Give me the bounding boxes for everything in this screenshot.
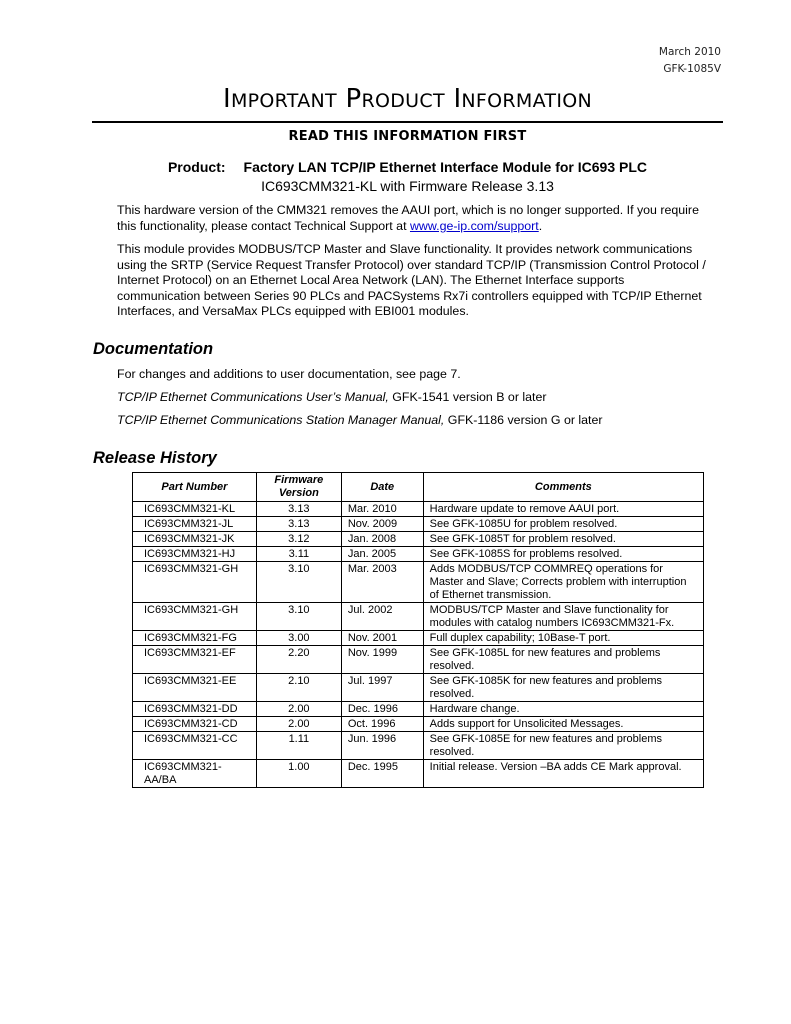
part-number-cell: IC693CMM321-CC: [133, 732, 257, 760]
comments-cell: Adds support for Unsolicited Messages.: [423, 717, 703, 732]
part-number-cell: IC693CMM321-GH: [133, 562, 257, 603]
document-header: [659, 44, 721, 78]
table-row: [133, 717, 704, 732]
table-row: [133, 547, 704, 562]
date-cell: Jul. 1997: [341, 674, 423, 702]
date-cell: Mar. 2010: [341, 502, 423, 517]
part-number-cell: IC693CMM321-JL: [133, 517, 257, 532]
part-number-cell: IC693CMM321-EF: [133, 646, 257, 674]
release-history-heading: Release History: [93, 449, 217, 467]
column-header: Part Number: [133, 473, 257, 502]
comments-cell: See GFK-1085E for new features and problems resolved.: [423, 732, 703, 760]
table-row: [133, 532, 704, 547]
date-cell: Nov. 2009: [341, 517, 423, 532]
date-cell: Mar. 2003: [341, 562, 423, 603]
date-cell: Jan. 2005: [341, 547, 423, 562]
column-header-label: Firmware Version: [274, 474, 324, 499]
table-row: [133, 674, 704, 702]
table-row: [133, 631, 704, 646]
part-number-cell: IC693CMM321-GH: [133, 603, 257, 631]
firmware-version-cell: 2.00: [256, 717, 341, 732]
date-cell: Jan. 2008: [341, 532, 423, 547]
product-info: [92, 158, 723, 196]
release-history-table: [132, 472, 704, 788]
firmware-version-cell: 2.20: [256, 646, 341, 674]
page-title: IMPORTANT PRODUCT INFORMATION: [222, 84, 593, 114]
comments-cell: Initial release. Version –BA adds CE Mark approval.: [423, 760, 703, 788]
firmware-version-cell: 3.00: [256, 631, 341, 646]
part-number-cell: IC693CMM321-JK: [133, 532, 257, 547]
firmware-version-cell: 2.00: [256, 702, 341, 717]
table-row: [133, 760, 704, 788]
date-cell: Nov. 1999: [341, 646, 423, 674]
product-name: Factory LAN TCP/IP Ethernet Interface Module for IC693 PLC: [243, 159, 648, 175]
title-rule: [92, 121, 723, 123]
intro-paragraph-1: This hardware version of the CMM321 removes the AAUI port, which is no longer supported. If you require this functionality, please contact Technical Support at www.ge-ip.com/support.: [117, 203, 699, 233]
documentation-heading: Documentation: [93, 340, 214, 358]
firmware-version-cell: 3.11: [256, 547, 341, 562]
comments-cell: See GFK-1085U for problem resolved.: [423, 517, 703, 532]
document-date: March 2010: [658, 46, 721, 58]
part-number-cell: IC693CMM321-DD: [133, 702, 257, 717]
date-cell: Jun. 1996: [341, 732, 423, 760]
date-cell: Jul. 2002: [341, 603, 423, 631]
table-body: [133, 502, 704, 788]
product-version: IC693CMM321-KL with Firmware Release 3.13: [261, 178, 554, 194]
firmware-version-cell: 1.11: [256, 732, 341, 760]
part-number-cell: IC693CMM321-HJ: [133, 547, 257, 562]
comments-cell: Hardware update to remove AAUI port.: [423, 502, 703, 517]
date-cell: Dec. 1996: [341, 702, 423, 717]
table-row: [133, 702, 704, 717]
table-row: [133, 562, 704, 603]
support-link[interactable]: www.ge-ip.com/support: [409, 218, 539, 233]
firmware-version-cell: 3.12: [256, 532, 341, 547]
column-header: [256, 473, 341, 502]
comments-cell: Hardware change.: [423, 702, 703, 717]
firmware-version-cell: 3.10: [256, 562, 341, 603]
doc-reference: TCP/IP Ethernet Communications Station Manager Manual, GFK-1186 version G or later: [117, 413, 603, 427]
table-row: [133, 732, 704, 760]
document-id: GFK-1085V: [663, 63, 721, 75]
comments-cell: See GFK-1085S for problems resolved.: [423, 547, 703, 562]
firmware-version-cell: 3.13: [256, 517, 341, 532]
table-row: [133, 517, 704, 532]
documentation-note: For changes and additions to user documentation, see page 7.: [117, 367, 461, 381]
subheading: READ THIS INFORMATION FIRST: [288, 129, 527, 144]
part-number-cell: IC693CMM321-KL: [133, 502, 257, 517]
firmware-version-cell: 2.10: [256, 674, 341, 702]
comments-cell: Full duplex capability; 10Base-T port.: [423, 631, 703, 646]
table-row: [133, 603, 704, 631]
table-row: [133, 502, 704, 517]
part-number-cell: IC693CMM321-CD: [133, 717, 257, 732]
firmware-version-cell: 3.10: [256, 603, 341, 631]
column-header: Date: [341, 473, 423, 502]
column-header: Comments: [423, 473, 703, 502]
firmware-version-cell: 3.13: [256, 502, 341, 517]
table-header-row: [133, 473, 704, 502]
part-number-cell: IC693CMM321-EE: [133, 674, 257, 702]
product-label: Product:: [167, 159, 226, 175]
comments-cell: MODBUS/TCP Master and Slave functionality for modules with catalog numbers IC693CMM321-Fx.: [423, 603, 703, 631]
date-cell: Oct. 1996: [341, 717, 423, 732]
date-cell: Dec. 1995: [341, 760, 423, 788]
comments-cell: See GFK-1085T for problem resolved.: [423, 532, 703, 547]
doc-reference: TCP/IP Ethernet Communications User’s Manual, GFK-1541 version B or later: [117, 390, 547, 404]
date-cell: Nov. 2001: [341, 631, 423, 646]
comments-cell: Adds MODBUS/TCP COMMREQ operations for Master and Slave; Corrects problem with interruption of Ethernet transmission.: [423, 562, 703, 603]
firmware-version-cell: 1.00: [256, 760, 341, 788]
comments-cell: See GFK-1085K for new features and problems resolved.: [423, 674, 703, 702]
part-number-cell: IC693CMM321-FG: [133, 631, 257, 646]
table-row: [133, 646, 704, 674]
part-number-cell: IC693CMM321-AA/BA: [133, 760, 257, 788]
intro-paragraph-2: This module provides MODBUS/TCP Master and Slave functionality. It provides network communications using the SRTP (Service Request Transfer Protocol) over standard TCP/IP (Transmission Control Protocol / Internet Protocol) on an Ethernet Local Area Network (LAN). The Ethernet Interface supports communication between Series 90 PLCs and PACSystems Rx7i controllers equipped with TCP/IP Ethernet Interfaces, and VersaMax PLCs equipped with EBI001 modules.: [117, 242, 706, 319]
comments-cell: See GFK-1085L for new features and problems resolved.: [423, 646, 703, 674]
